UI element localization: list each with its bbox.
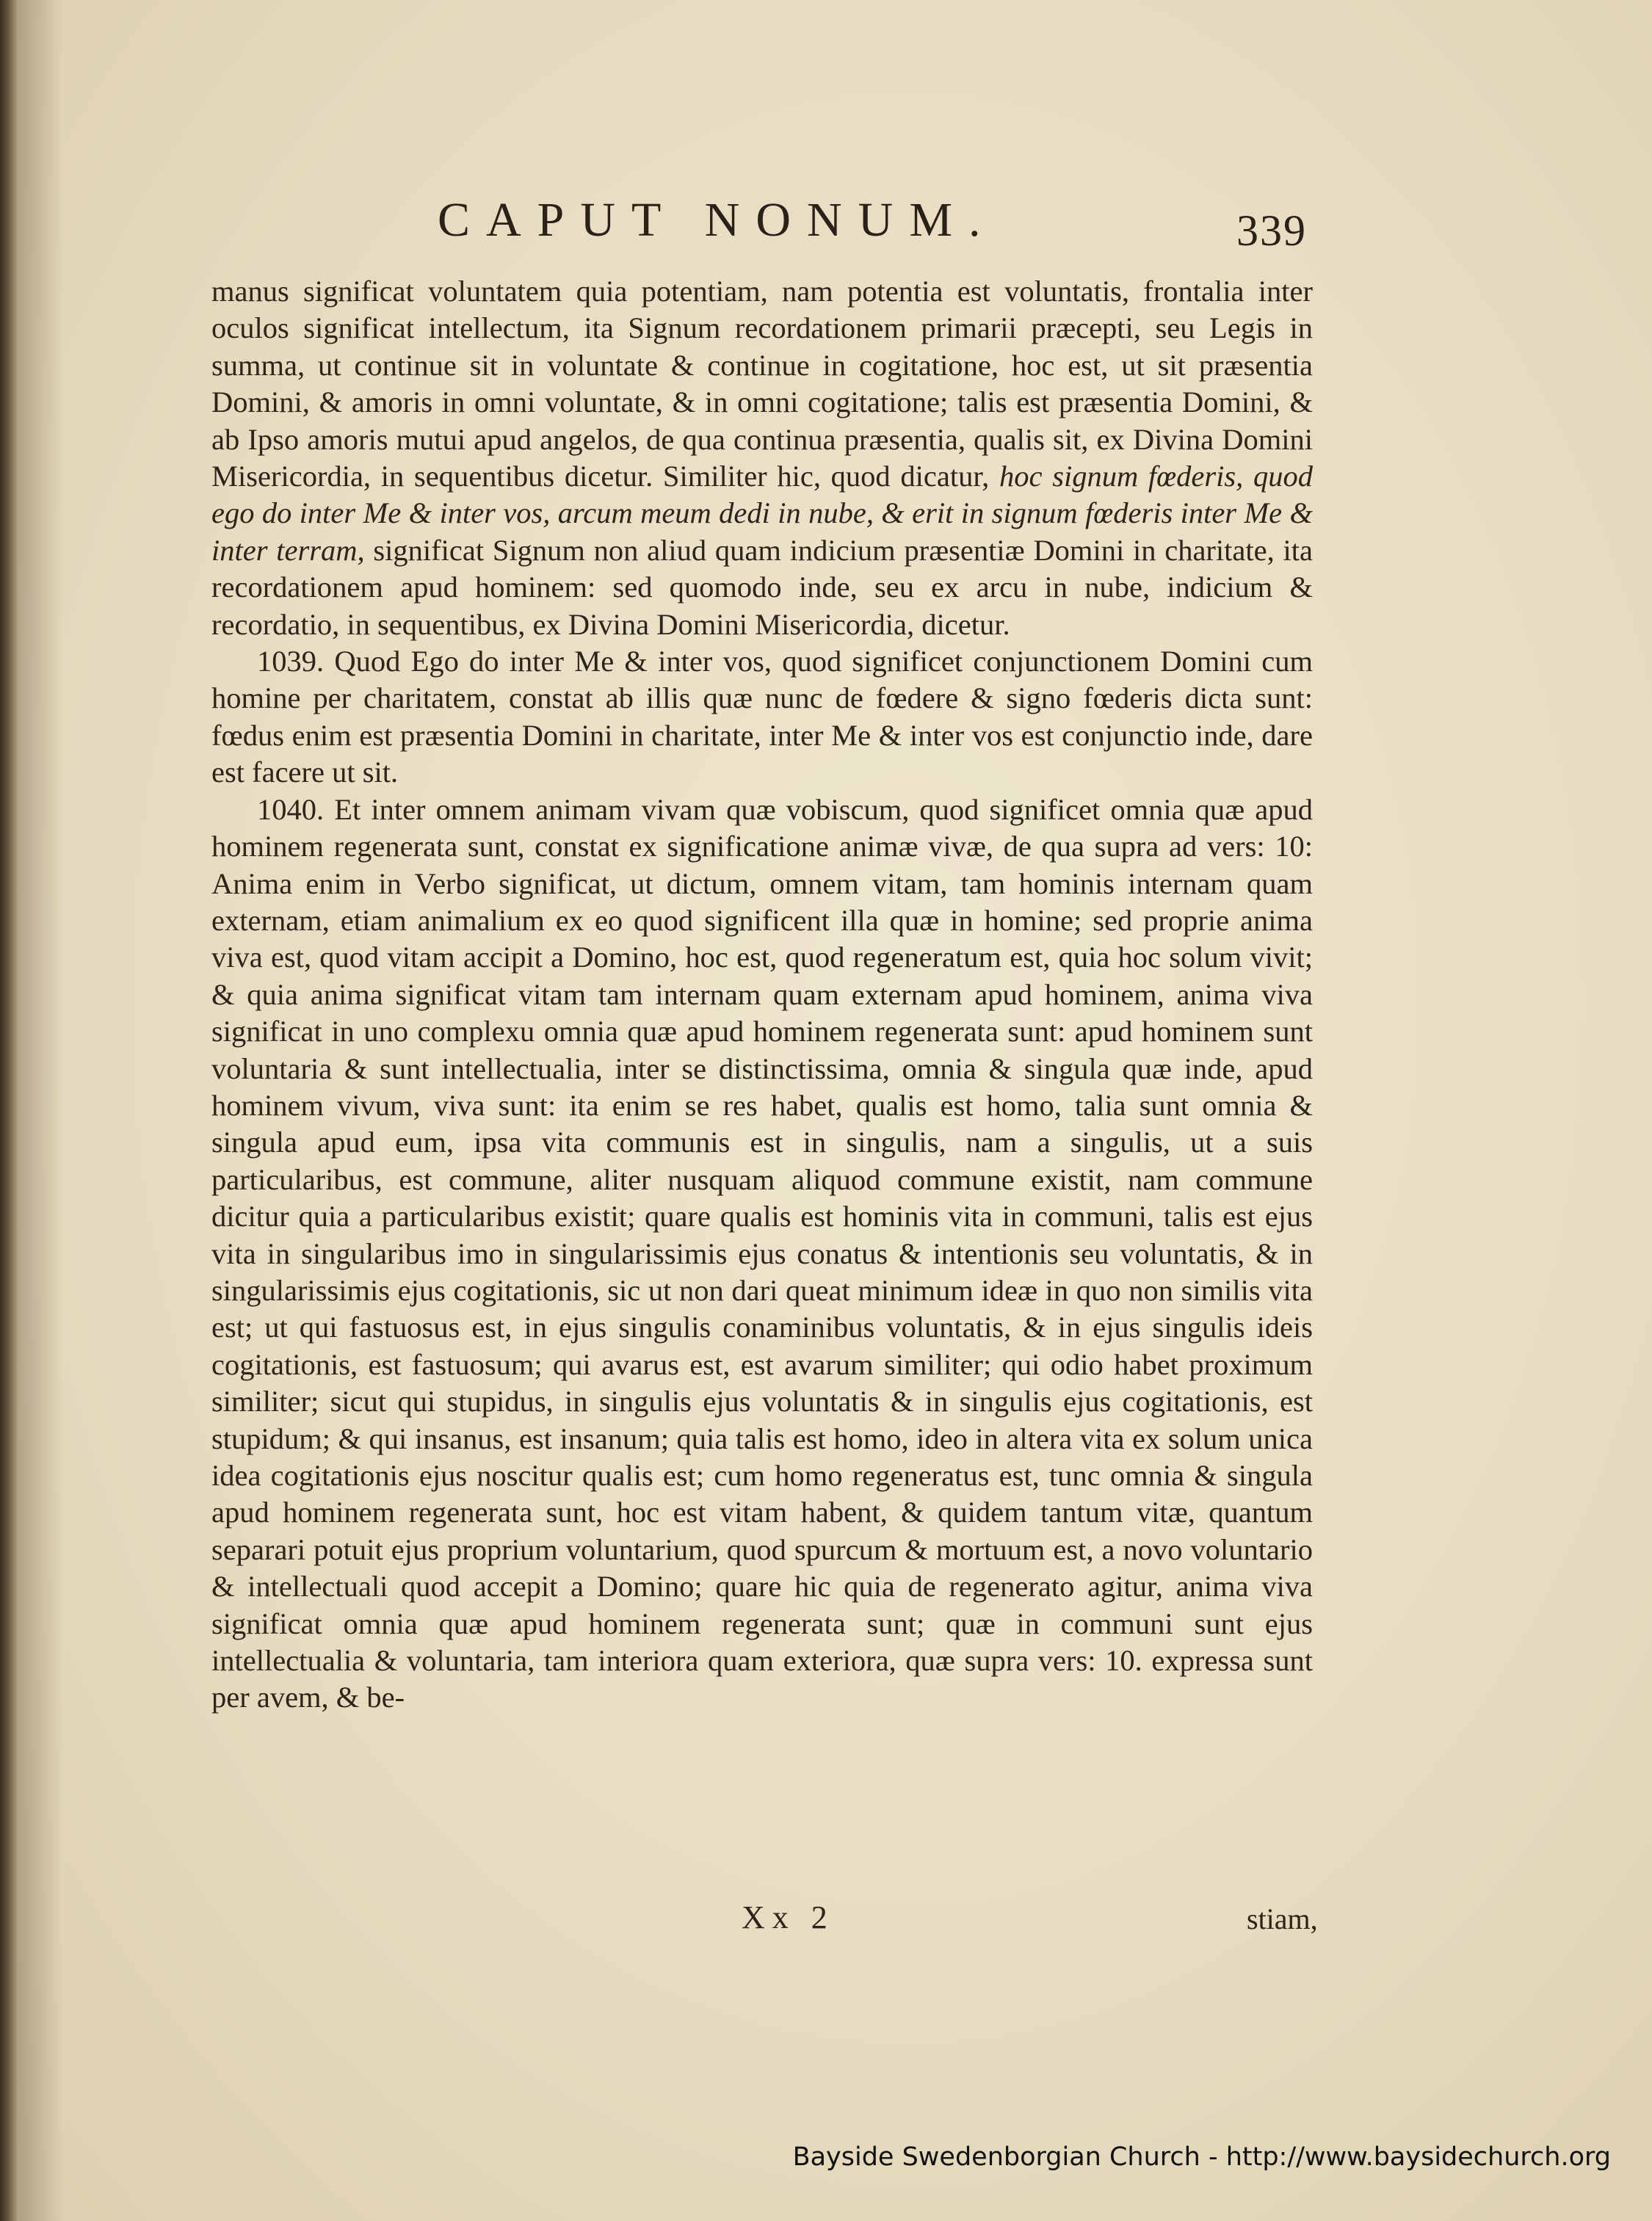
- catchword: stiam,: [1247, 1902, 1318, 1935]
- paragraph-1040: 1040. Et inter omnem animam vivam quæ vobiscum, quod significet omnia quæ apud hominem regenerata sunt, constat ex significatione animæ vivæ, de qua supra ad vers: 10: Anima enim in Verbo significat, ut dictum, omnem vitam, tam hominis internam quam externam, etiam animalium ex eo quod significent illa quæ in homine; sed proprie anima viva est, quod vitam accipit a Domino, hoc est, quod regeneratum est, quia hoc solum vivit; & quia anima significat vitam tam internam quam externam apud hominem, anima viva significat in uno complexu omnia quæ apud hominem regenerata sunt: apud hominem sunt voluntaria & sunt intellectualia, inter se distinctissima, omnia & singula quæ inde, apud hominem vivum, viva sunt: ita enim se res habet, qualis est homo, talia sunt omnia & singula apud eum, ipsa vita communis est in singulis, nam a singulis, ut a suis particularibus, est commune, aliter nusquam aliquod commune existit, nam commune dicitur quia a particularibus existit; quare qualis est hominis vita in communi, talis est ejus vita in singularibus imo in singularissimis ejus conatus & intentionis seu voluntatis, & in singularissimis ejus cogitationis, sic ut non dari queat minimum ideæ in quo non similis vita est; ut qui fastuosus est, in ejus singulis conaminibus voluntatis, & in ejus singulis ideis cogitationis, est fastuosum; qui avarus est, est avarum similiter; qui odio habet proximum similiter; sicut qui stupidus, in singulis ejus voluntatis & in singulis ejus cogitationis, est stupidum; & qui insanus, est insanum; quia talis est homo, ideo in altera vita ex solum unica idea cogitationis ejus noscitur qualis est; cum homo regeneratus est, tunc omnia & singula apud hominem regenerata sunt, hoc est vitam habent, & quidem tantum vitæ, quantum separari potuit ejus proprium voluntarium, quod spurcum & mortuum est, a novo voluntario & intellectuali quod accepit a Domino; quare hic quia de regenerato agitur, anima viva significat omnia quæ apud hominem regenerata sunt; quæ in communi sunt ejus intellectualia & voluntaria, tam interiora quam exteriora, quæ supra vers: 10. expressa sunt per avem, & be-: [211, 792, 1313, 1714]
- italic-quotation: hoc signum fœderis, quod ego do inter Me & inter vos, arcum meum dedi in nube, & erit in signum fœderis inter Me & inter terram,: [211, 460, 1313, 567]
- paragraph-1039: 1039. Quod Ego do inter Me & inter vos, quod significet conjunctionem Domini cum homine per charitatem, constat ab illis quæ nunc de fœdere & signo fœderis dicta sunt: fœdus enim est præsentia Domini in charitate, inter Me & inter vos est conjunctio inde, dare est facere ut sit.: [211, 645, 1313, 789]
- paragraph-text: significat Signum non aliud quam indicium præsentiæ Domini in charitate, ita recordationem apud hominem: sed quomodo inde, seu ex arcu in nube, indicium & recordatio, in sequentibus, ex Divina Domini Misericordia, dicetur.: [211, 533, 1313, 641]
- page-number: 339: [1236, 206, 1307, 255]
- paragraph-continued: [211, 273, 1313, 643]
- body-text: [211, 273, 1313, 1717]
- signature-mark: Xx 2: [742, 1899, 835, 1935]
- watermark-credit: Bayside Swedenborgian Church - http://www.baysidechurch.org: [792, 2142, 1611, 2172]
- gutter-shadow: [19, 0, 63, 2221]
- running-title: CAPUT NONUM.: [438, 193, 997, 247]
- paragraph-text: manus significat voluntatem quia potentiam, nam potentia est voluntatis, frontalia inter oculos significat intellectum, ita Signum recordationem primarii præcepti, seu Legis in summa, ut continue sit in voluntate & continue in cogitatione, hoc est, ut sit præsentia Domini, & amoris in omni voluntate, & in omni cogitatione; talis est præsentia Domini, & ab Ipso amoris mutui apud angelos, de qua continua præsentia, qualis sit, ex Divina Domini Misericordia, in sequentibus dicetur. Similiter hic, quod dicatur,: [211, 275, 1313, 493]
- book-binding: [0, 0, 19, 2221]
